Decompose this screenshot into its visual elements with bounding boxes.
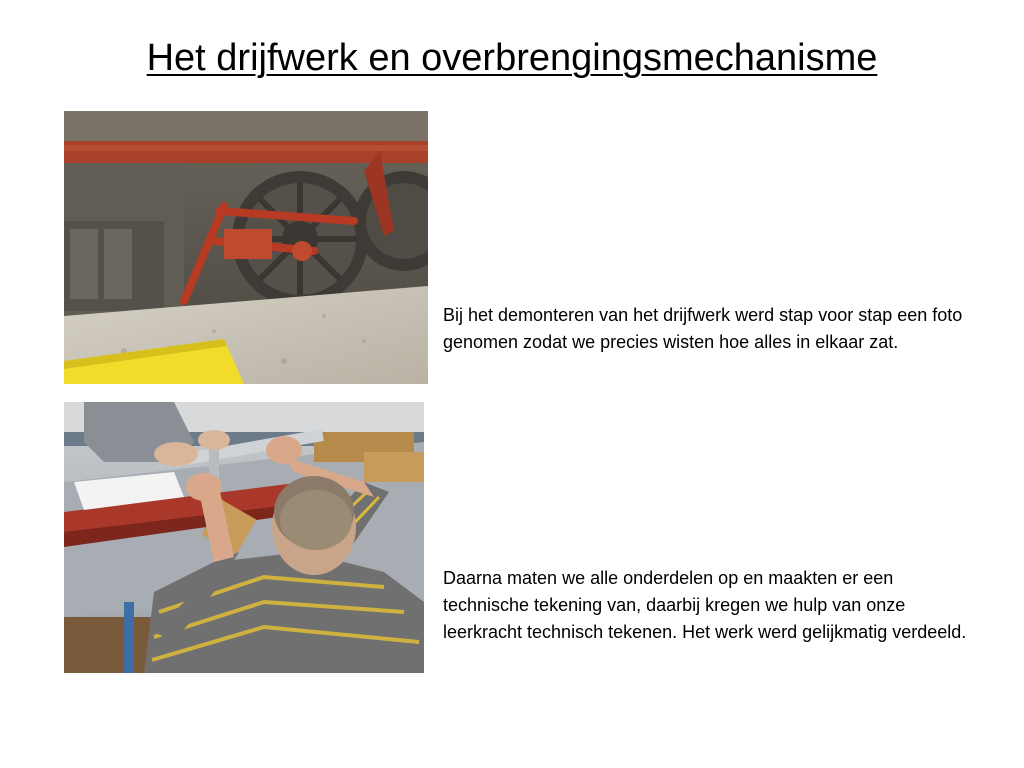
slide-title: Het drijfwerk en overbrengingsmechanisme [146, 37, 878, 79]
caption-measuring: Daarna maten we alle onderdelen op en maakten er een technische tekening van, daarbij kregen we hulp van onze leerkracht technisch tekenen. Het werk werd gelijkmatig verdeeld. [443, 568, 967, 642]
photo-locomotive-mechanism [64, 111, 428, 384]
photo-measuring-parts [64, 402, 424, 673]
caption-disassembly: Bij het demonteren van het drijfwerk werd stap voor stap een foto genomen zodat we precies wisten hoe alles in elkaar zat. [443, 305, 963, 352]
